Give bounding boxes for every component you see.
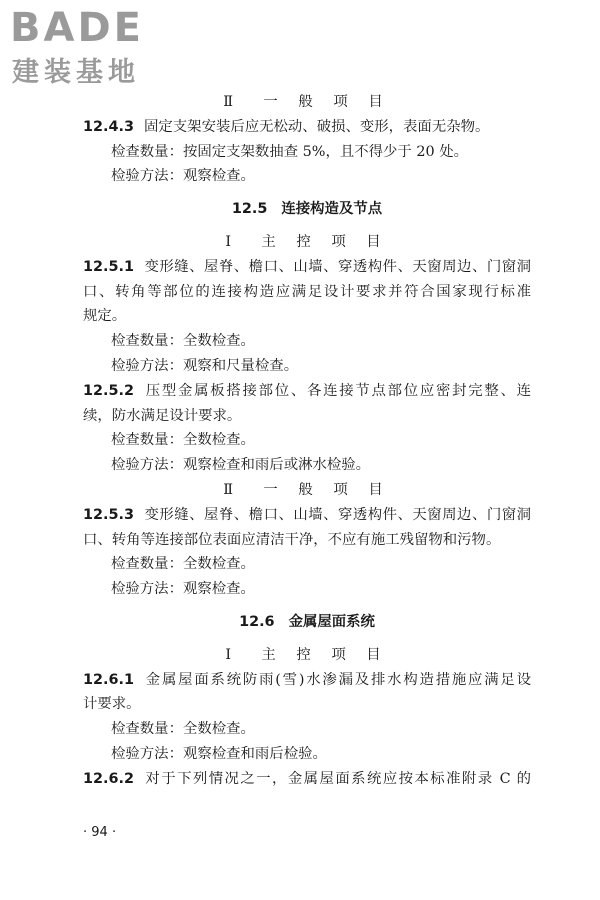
clause-12-6-1	[83, 668, 531, 693]
section-title: 金属屋面系统	[288, 612, 375, 630]
clause-number: 12.5.3	[83, 506, 134, 523]
clause-text: 固定支架安装后应无松动、破损、变形，表面无杂物。	[144, 118, 490, 135]
inspection-method: 检验方法：观察检查。	[111, 168, 255, 185]
clause-number: 12.4.3	[83, 118, 134, 135]
inspection-method: 检验方法：观察检查和雨后检验。	[111, 745, 327, 762]
section-heading-12-6	[83, 610, 531, 635]
inspection-quantity: 检查数量：全数检查。	[111, 721, 255, 738]
document-page	[83, 90, 531, 792]
clause-text-continued: 规定。	[83, 308, 127, 325]
clause-number: 12.5.1	[83, 258, 134, 275]
clause-12-5-3	[83, 503, 531, 528]
inspection-quantity: 检查数量：全数检查。	[111, 432, 255, 449]
clause-text-continued: 口、转角等连接部位表面应清洁干净，不应有施工残留物和污物。	[83, 531, 501, 548]
inspection-method: 检验方法：观察检查和雨后或淋水检验。	[111, 457, 371, 474]
subheading-general-items: Ⅱ 一 般 项 目	[223, 94, 391, 110]
subheading-general-items: Ⅱ 一 般 项 目	[223, 481, 391, 498]
page-number: · 94 ·	[83, 825, 117, 840]
subheading-main-control-items: Ⅰ 主 控 项 目	[225, 646, 389, 663]
clause-12-6-2	[83, 767, 531, 792]
clause-number: 12.6.2	[83, 770, 134, 787]
logo-brand-text: BADE	[10, 5, 144, 51]
clause-text: 压型金属板搭接部位、各连接节点部位应密封完整、连	[144, 382, 531, 399]
clause-text: 变形缝、屋脊、檐口、山墙、穿透构件、天窗周边、门窗洞	[144, 258, 531, 275]
clause-text: 变形缝、屋脊、檐口、山墙、穿透构件、天窗周边、门窗洞	[144, 506, 531, 523]
inspection-quantity: 检查数量：全数检查。	[111, 333, 255, 350]
clause-text: 金属屋面系统防雨(雪)水渗漏及排水构造措施应满足设	[144, 671, 531, 688]
brand-logo	[10, 6, 175, 96]
subheading-main-control-items: Ⅰ 主 控 项 目	[225, 233, 389, 250]
clause-text: 对于下列情况之一，金属屋面系统应按本标准附录 C 的	[144, 770, 531, 787]
inspection-method: 检验方法：观察检查。	[111, 581, 255, 598]
inspection-quantity: 检查数量：全数检查。	[111, 556, 255, 573]
clause-text-continued: 口、转角等部位的连接构造应满足设计要求并符合国家现行标准	[83, 283, 531, 300]
clause-12-5-1	[83, 255, 531, 280]
clause-12-4-3	[83, 115, 531, 140]
section-title: 连接构造及节点	[281, 200, 383, 218]
clause-12-5-2	[83, 379, 531, 404]
inspection-quantity: 检查数量：按固定支架数抽查 5%，且不得少于 20 处。	[111, 143, 469, 160]
logo-subtitle: 建装基地	[12, 57, 140, 88]
section-number: 12.5	[231, 201, 268, 218]
clause-text-continued: 计要求。	[83, 696, 141, 713]
clause-text-continued: 续，防水满足设计要求。	[83, 407, 242, 424]
clause-number: 12.6.1	[83, 671, 134, 688]
clause-number: 12.5.2	[83, 382, 134, 399]
section-heading-12-5	[83, 197, 531, 222]
section-number: 12.6	[239, 613, 275, 630]
inspection-method: 检验方法：观察和尺量检查。	[111, 357, 299, 374]
